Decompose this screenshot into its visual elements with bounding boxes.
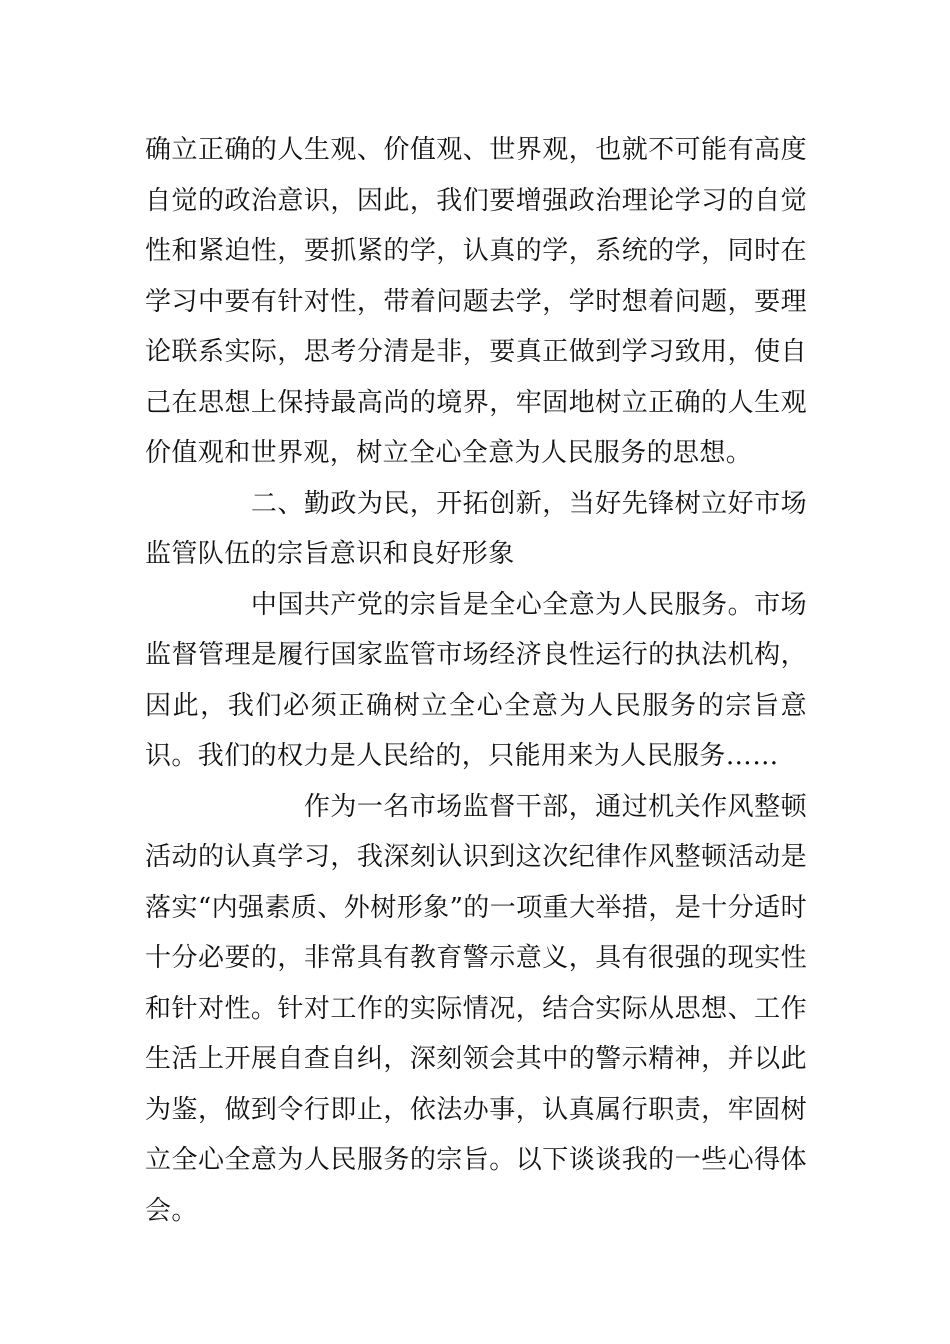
paragraph-3: 作为一名市场监督干部，通过机关作风整顿活动的认真学习，我深刻认识到这次纪律作风整顿活动是落实“内强素质、外树形象”的一项重大举措，是十分适时十分必要的，非常具有教育警示意义，具有很强的现实性和针对性。针对工作的实际情况，结合实际从思想、工作生活上开展自查自纠，深刻领会其中的警示精神，并以此为鉴，做到令行即止，依法办事，认真属行职责，牢固树立全心全意为人民服务的宗旨。以下谈谈我的一些心得体会。 [145, 791, 807, 1226]
paragraph-1: 确立正确的人生观、价值观、世界观，也就不可能有高度自觉的政治意识，因此，我们要增强政治理论学习的自觉性和紧迫性，要抓紧的学，认真的学，系统的学，同时在学习中要有针对性，带着问题去学，学时想着问题，要理论联系实际，思考分清是非，要真正做到学习致用，使自己在思想上保持最高尚的境界，牢固地树立正确的人生观价值观和世界观，树立全心全意为人民服务的思想。 [145, 135, 807, 468]
document-body [145, 125, 807, 1236]
paragraph-2: 中国共产党的宗旨是全心全意为人民服务。市场监督管理是履行国家监管市场经济良性运行的执法机构，因此，我们必须正确树立全心全意为人民服务的宗旨意识。我们的权力是人民给的，只能用来为人民服务…… [145, 589, 807, 771]
section-heading-2: 二、勤政为民，开拓创新，当好先锋树立好市场监管队伍的宗旨意识和良好形象 [145, 488, 807, 569]
